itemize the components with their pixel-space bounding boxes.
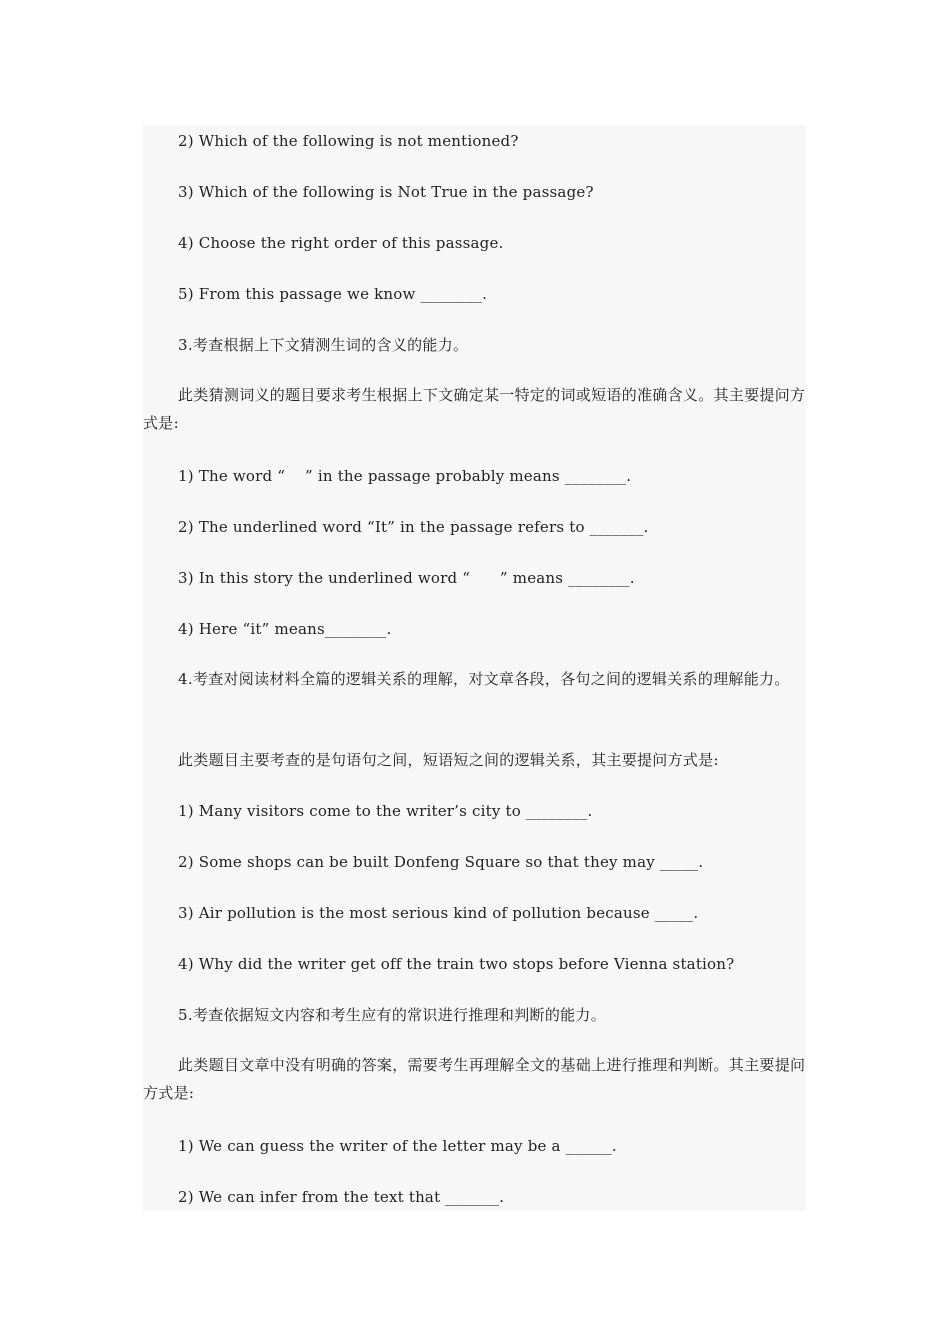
question-line: 3) Air pollution is the most serious kind of pollution because _____. <box>178 904 699 922</box>
section-paragraph: 此类题目文章中没有明确的答案，需要考生再理解全文的基础上进行推理和判断。其主要提问方式是: <box>143 1056 806 1102</box>
question-line: 2) Some shops can be built Donfeng Square so that they may _____. <box>178 853 704 871</box>
question-line: 5) From this passage we know ________. <box>178 285 488 303</box>
question-line: 1) We can guess the writer of the letter may be a ______. <box>178 1137 617 1155</box>
question-line: 3) In this story the underlined word “ ” means ________. <box>178 569 635 587</box>
question-line: 2) The underlined word “It” in the passage refers to _______. <box>178 518 649 536</box>
section-heading: 3.考查根据上下文猜测生词的含义的能力。 <box>178 336 469 354</box>
question-line: 1) Many visitors come to the writer’s city to ________. <box>178 802 593 820</box>
question-line: 4) Choose the right order of this passage. <box>178 234 504 252</box>
question-line: 1) The word “ ” in the passage probably means ________. <box>178 467 632 485</box>
section-paragraph: 此类猜测词义的题目要求考生根据上下文确定某一特定的词或短语的准确含义。其主要提问方式是: <box>143 386 806 432</box>
question-line: 4) Here “it” means________. <box>178 620 392 638</box>
section-paragraph: 此类题目主要考查的是句语句之间，短语短之间的逻辑关系，其主要提问方式是: <box>178 751 719 769</box>
section-heading: 4.考查对阅读材料全篇的逻辑关系的理解，对文章各段，各句之间的逻辑关系的理解能力。 <box>178 670 790 688</box>
section-heading: 5.考查依据短文内容和考生应有的常识进行推理和判断的能力。 <box>178 1006 607 1024</box>
question-line: 3) Which of the following is Not True in the passage? <box>178 183 594 201</box>
question-line: 4) Why did the writer get off the train two stops before Vienna station? <box>178 955 735 973</box>
question-line: 2) Which of the following is not mentioned? <box>178 132 519 150</box>
question-line: 2) We can infer from the text that _______. <box>178 1188 505 1206</box>
